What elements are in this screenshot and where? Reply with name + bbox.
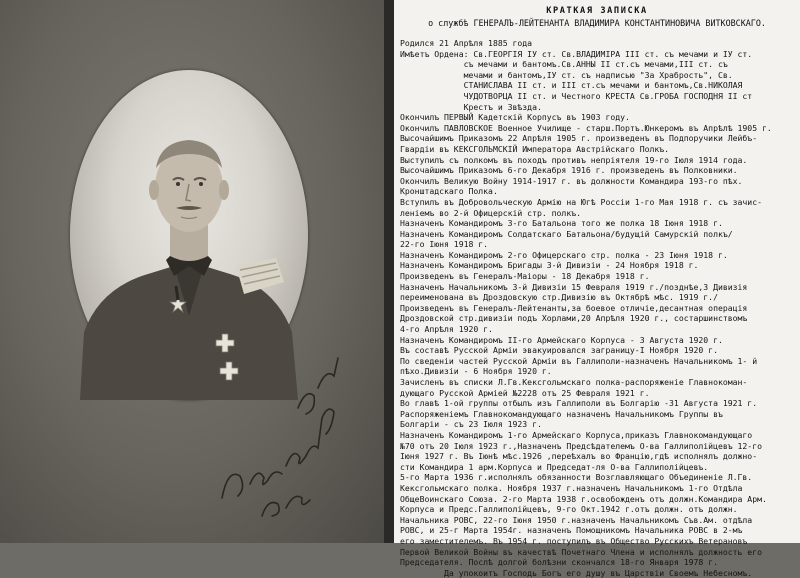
- document-line: Назначенъ Командиромъ 1-го Армейскаго Корпуса,приказъ Главнокомандующаго: [400, 429, 753, 440]
- document-line: Назначенъ Командиромъ 3-го Батальона того же полка 18 Іюня 1918 г.: [400, 218, 723, 229]
- document-subtitle: о службѣ ГЕНЕРАЛЪ-ЛЕЙТЕНАНТА ВЛАДИМИРА КОНСТАНТИНОВИЧА ВИТКОВСКАГО.: [428, 18, 766, 28]
- document-line: Іюня 1927 г. Въ Іюнѣ мѣс.1926 ,переѣхалъ во Францію,гдѣ исполнялъ должно-: [400, 451, 758, 462]
- document-line: Окончилъ ПЕРВЫЙ Кадетскій Корпусъ въ 1903 году.: [400, 112, 630, 123]
- document-line: Окончилъ ПАВЛОВСКОЕ Военное Училище - старш.Портъ.Юнкеромъ въ Апрѣлѣ 1905 г.: [400, 122, 772, 133]
- document-line: Первой Великой Войны въ качествѣ Почетнаго Члена и исполнялъ должность его: [400, 546, 762, 557]
- document-line: РОВС, и 25-г Марта 1954г. назначенъ Помощникомъ Начальника РОВС в 2-мъ: [400, 525, 743, 536]
- document-line: Во главѣ 1-ой группы отбылъ изъ Галлиполи въ Болгарію -31 Августа 1921 г.: [400, 398, 758, 409]
- document-line: дующаго Русской Арміей №2228 отъ 25 Февраля 1921 г.: [400, 387, 650, 398]
- document-line: Родился 21 Апрѣля 1885 года: [400, 38, 533, 48]
- document-line: Произведенъ въ Генералъ-Лейтенанты,за боевое отличіе,десантная операція: [400, 302, 748, 313]
- document-line: 22-го Іюня 1918 г.: [400, 239, 489, 250]
- document-line: его заместителемъ. Въ 1954 г. поступилъ въ Общество Русскихъ Ветерановъ: [400, 535, 748, 546]
- document-line: Крестъ и Звѣзда.: [400, 101, 542, 112]
- document-line: Назначенъ Начальникомъ 3-й Дивизіи 15 Февраля 1919 г./позднѣе,3 Дивизія: [400, 281, 748, 292]
- document-line: Да упокоитъ Господь Богъ его душу въ Царствіи Своемъ Небесномъ.: [400, 567, 753, 578]
- photo-mount: [0, 0, 384, 543]
- document-line: пѣхо.Дивизіи - 6 Ноября 1920 г.: [400, 366, 552, 377]
- document-line: Окончилъ Великую Войну 1914-1917 г. въ должности Командира 193-го пѣх.: [400, 175, 743, 186]
- document-line: мечами и бантомъ,ІУ ст. съ надписью "За Храбрость", Св.: [400, 69, 733, 80]
- document-line: Председателя. Послѣ долгой болѣзни скончался 18-го Января 1978 г.: [400, 557, 718, 568]
- document-line: Высочайшимъ Приказомъ 22 Апрѣля 1905 г. произведенъ въ Подпоручики Лейбъ-: [400, 133, 758, 144]
- document-line: 5-го Марта 1936 г.исполнялъ обязанности Возглавляющаго Объединеніе Л.Гв.: [400, 472, 753, 483]
- document-title: КРАТКАЯ ЗАПИСКА: [546, 6, 648, 16]
- document-line: ОбщеВоинскаго Союза. 2-го Марта 1938 г.освобожденъ отъ должн.Командира Арм.: [400, 493, 767, 504]
- document-line: съ мечами и бантомъ.Св.АННЫ II ст.съ мечами,III ст. съ: [400, 59, 728, 70]
- document-line: Въ составѣ Русской Арміи эвакуировался заграницу-I Ноября 1920 г.: [400, 345, 718, 356]
- document-line: ЧУДОТВОРЦА II ст. и Честного КРЕСТА Св.ГРОБА ГОСПОДНЯ II ст: [400, 90, 753, 101]
- document-line: Корпуса и Предс.Галлиполійцевъ, 9-го Окт.1942 г.отъ должн. отъ должн.: [400, 504, 738, 515]
- document-line: Распоряженіемъ Главнокомандующаго назначенъ Начальникомъ Группы въ: [400, 408, 723, 419]
- document-line: Кронштадскаго Полка.: [400, 186, 498, 197]
- document-line: Болгаріи - съ 23 Іюля 1923 г.: [400, 419, 542, 430]
- document-line: Имѣетъ Ордена: Св.ГЕОРГІЯ ІУ ст. Св.ВЛАДИМІРА III ст. съ мечами и ІУ ст.: [400, 48, 753, 59]
- document-line: Назначенъ Командиромъ II-го Армейскаго Корпуса - 3 Августа 1920 г.: [400, 334, 723, 345]
- document-line: леніемъ во 2-й Офицерскій стр. полкъ.: [400, 207, 581, 218]
- document-line: Назначенъ Командиромъ Солдатскаго Батальона/будущій Самурскій полкъ/: [400, 228, 733, 239]
- document-line: Назначенъ Командиромъ 2-го Офицерскаго стр. полка - 23 Іюня 1918 г.: [400, 249, 728, 260]
- document-line: Выступилъ съ полкомъ въ походъ противъ непріятеля 19-го Іюля 1914 года.: [400, 154, 748, 165]
- document-line: Произведенъ въ Генералъ-Маіоры - 18 Декабря 1918 г.: [400, 271, 650, 282]
- document-line: По сведеніи частей Русской Арміи въ Галлиполи-назначенъ Начальникомъ 1- й: [400, 355, 758, 366]
- document-line: Вступилъ въ Добровольческую Армію на Югѣ Россіи 1-го Мая 1918 г. съ зачис-: [400, 196, 762, 207]
- portrait-figure: [70, 70, 308, 400]
- document-line: СТАНИСЛАВА II ст. и III ст.съ мечами и бантомъ,Св.НИКОЛАЯ: [400, 80, 743, 91]
- document-line: Дроздовской стр.дивизіи подъ Хорлами,20 Апрѣля 1920 г., состаршинствомъ: [400, 313, 748, 324]
- typed-document: [394, 0, 800, 578]
- document-line: №70 отъ 20 Іюля 1923 г.,Назначенъ Предсѣдателемъ О-ва Галлиполійцевъ 12-го: [400, 440, 762, 451]
- document-line: Зачисленъ въ списки Л.Гв.Кексгольмскаго полка-распоряженіе Главнокоман-: [400, 377, 748, 387]
- document-line: Назначенъ Командиромъ Бригады 3-й Дивизіи - 24 Ноября 1918 г.: [400, 260, 699, 271]
- page-divider: [384, 0, 394, 543]
- document-line: 4-го Апрѣля 1920 г.: [400, 324, 493, 335]
- document-line: Начальника РОВС, 22-го Іюня 1950 г.назначенъ Начальникомъ Съв.Ам. отдѣла: [400, 514, 753, 525]
- portrait-photo: [70, 70, 308, 400]
- document-body: [400, 38, 798, 578]
- document-line: Гвардіи въ КЕКСГОЛЬМСКІЙ Императора Австрійскаго Полкъ.: [400, 143, 670, 154]
- document-line: Высочайшимъ Приказомъ 6-го Декабря 1916 г. произведенъ въ Полковники.: [400, 165, 738, 176]
- document-line: переименована въ Дроздовскую стр.Дивизію въ Октябрѣ мѣс. 1919 г./: [400, 292, 718, 303]
- document-line: сти Командира 1 арм.Корпуса и Председат-ля О-ва Галлиполійцевъ.: [400, 461, 709, 472]
- document-line: Кексгольмскаго полка. Ноября 1937 г.назначенъ Начальникомъ 1-го Отдѣла: [400, 482, 743, 493]
